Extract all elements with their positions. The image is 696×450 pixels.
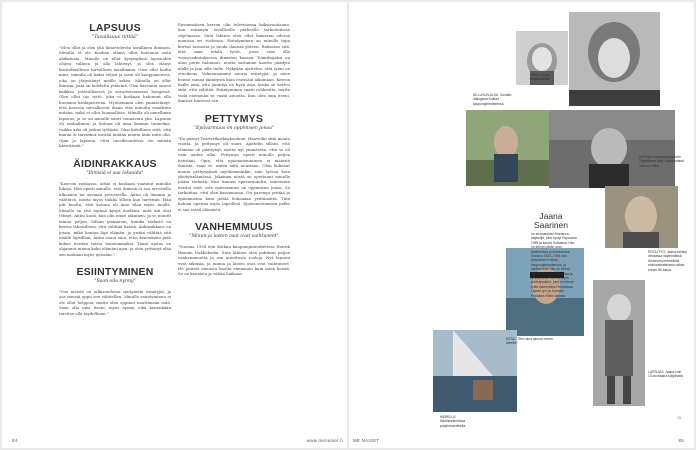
feature-name	[521, 212, 581, 230]
photo-merella-sailing	[433, 330, 517, 412]
folio-url: www.menaiset.fi	[306, 438, 343, 443]
feature-bio: on suomalainen freelance-näyttelijä, joka syntyi Espoossa 1955 ja kasvoi Kotkassa. Hän on tehnyt pitkän uran teattereissa ja televisiossa. Vuosina 1983–1994 hän työskenteli Kotkan kaupunginteatterissa, ja myöhemmin hän on tehnyt lukuisia rooleja elokuvissa ja tv-sarjoissa. Hän on myös yhdistysaktiivi, joka on tehnyt työtä esimerkiksi Pelastakaa Lapset ry:n ja Suomen Punaisen Ristin kanssa.	[531, 232, 577, 298]
section-subtitle-vanhemmuus: "Minun ja lasten osat ovat vaihtuneet"	[189, 234, 279, 240]
section-subtitle-lapsuus: "Tavallisuus riittää"	[92, 35, 138, 40]
photo-80s-stage	[466, 110, 550, 186]
left-column-1	[59, 22, 171, 316]
feature-name-last: Saarinen	[533, 220, 569, 230]
caption-roolit: ROOLITYÖ. Jaana esiintyi vieraassa näytelmässä Sevensin perheelliset elokuvateatterissa vähän ennen 80-lukua.	[648, 250, 687, 272]
caption-kotkan: KOTKAN kaupunginteatterin Täydellinen häät -näytelmässä vuonna 1994.	[639, 155, 684, 168]
section-heading-esiintyminen: ESIINTYMINEN	[76, 265, 154, 278]
caption-80s: 80-LUVUN ALKU. Kuvattu dialogissa Kotkan kaupunginteatterissa.	[473, 93, 512, 106]
caption-merella: MERELLÄ. Nautiskelemassa purjehdusretkellä.	[440, 415, 467, 428]
section-body-lapsuus: "Olen ollut ja olen yhä ihmettelevän tavallinen ihminen. Minulla ei ole Kouhan elämä ollut kutsunut mitä ahdistusta. Minulle on ollut kysymyksiä lapsuuden olojen välinen ja alla lähtenyt, ja olen elänyt kuvitelmallisen turvallisen maailmaan. Olen ollut kodin mies, minulla oli kaksi veljeä ja isäni oli kauppaneuvos, joka on järjestänyt meille arkea. Minulla on ollut ihmisiä, joita on kohdeltu ystävinä. Olen kasvanut ennen kaikkea ystävällisessä ja suvaitsevaisessa hengessä. Olen ollut ujo tyttö, joka ei koskaan halunnut olla huomion keskipisteenä. Myöhemmin olen ymmärtänyt, että kasvoin turvallisesti ilman että minulta vaadittiin mitään, mikä ei ollut luonnollista. Minulla oli onnellinen lapsuus, ja se on minulle suuri voimavara yhä. Lapsuus oli rauhallinen, ja kotona oli aina lämmin tunnelma, vaikka arki oli joskus työlästä. Olen kiitollinen siitä, että minun ei tarvinnut esittää mitään muuta kuin mitä olin. Opin jo lapsena, ettei tavallisuudessa ole mitään hävettävää."	[59, 45, 171, 149]
photo-kotkan-theatre	[549, 110, 675, 188]
section-body-esiintyminen: "Osa meistä on julkisuudessa syntyneitä esiintyjiä, ja osa meistä oppii sen vähitellen. Minulle esiintyminen ei ole ollut helppoa, mutta olen oppinut nauttimaan siitä. Saan olla oma itseni, myös nynny, eikä kenenkään tarvitse olla täydellinen."	[59, 288, 171, 316]
left-column-2	[178, 22, 290, 277]
folio-number-left: 84	[12, 438, 18, 443]
photo-90s-portrait	[569, 12, 660, 106]
section-heading-lapsuus: LAPSUUS	[89, 22, 141, 34]
section-heading-pettymys: PETTYMYS	[204, 112, 264, 125]
section-body-vanhemmuus: "Vuonna 1994 tein Kotkan kaupunginteatterissa Henrik Ibsenin Nukkekodin. Siitä lähtien olen pohtinut paljon vanhemmuutta ja sen muuttuvia rooleja. Nyt lapseni ovat aikuisia, ja minun ja lasten osat ovat vaihtuneet. He pitävät minusta huolta enemmän kuin minä heistä. Se on kaunista ja vähän haikeaa.	[178, 244, 290, 277]
caption-lapsuus: LAPSUUS. Jaana noin 10-vuotiaana kotipihalla.	[648, 370, 684, 379]
feature-name-first: Jaana	[539, 211, 563, 221]
section-subtitle-esiintyminen: "Saan olla nynny"	[94, 278, 136, 284]
folio-label: ME NAISET	[353, 438, 380, 443]
section-heading-vanhemmuus: VANHEMMUUS	[195, 221, 273, 234]
photo-rooli-portrait	[605, 186, 678, 248]
left-page	[2, 2, 347, 448]
mini-page-marker: 19	[677, 416, 681, 420]
section-subtitle-aidinrakkaus: "Ihmisiä ei saa loksoida"	[86, 170, 144, 176]
section-body-aidinrakkaus: "Kasvoin rauhassa, äitini ei koskaan vaatinut minulta liikoja. Hän opetti minulle, että ihmisiä ei saa arvostella ulkonäön tai aseman perusteella. Äitini oli lämmin ja välittävä, mutta myös tiukka silloin kun tarvittiin. Hän piti huolta, että kotona oli aina tilaa myös muille. Minulla on yhä tapana kysyä itseltäni, mitä äiti olisi tehnyt. Äitini kuoli, kun olin nuori aikuinen, ja se muutti minua paljon. Silloin ymmärsin, kuinka tärkeää on kertoa läheisilleen, että välittää heistä. Äidinrakkaus on jotain, mikä kantaa läpi elämän, ja yritän välittää sitä omille lapsilleni. Äitini sanoi aina, ettei kenenkään pidä kokea itseään toista huonommaksi. Tämä ajatus on ohjannut minua koko elämäni ajan, ja olen yrittänyt elää sen mukaan myös työssäni."	[59, 180, 171, 257]
section-body-intro: Ensimmäisen kerran olin televisiossa kaksivuotiaana, kun esiinnyin tavalliselle perheelle tarkoitetussa ohjelmassa. Siitä lähtien olen ollut kameran edessä monissa eri rooleissa. Esiintyminen on minulle tapa kertoa tarinoita ja tuoda ihmisiä yhteen. Rakastan sitä, että saan tehdä työtä, jossa voin olla vuorovaikutuksessa ihmisten kanssa. Toimittajaksi en alun perin halunnut, mutta sattuman kautta päädyin alalle ja jäin sille tielle. Nykyään ajattelen, että työni on etuoikeus. Valmennamme nuoria esiintyjiä, ja näen heissä samaa jännitystä kuin itsessäni aikoinaan. Kerron heille aina, että jännitys on hyvä asia, koska se kertoo siitä, että välittää. Esiintyminen vaatii rohkeutta, mutta vielä enemmän se vaatii aitoutta. Kun olen oma itseni, ihmiset tuntevat sen.	[178, 22, 290, 104]
folio-number-right: 85	[678, 438, 684, 443]
caption-90s: 1990-LUVUN keskivaiheilla.	[530, 73, 551, 82]
section-body-pettymys: "En pääsyt Teatterikorkeakouluun. Haaveilin siitä monta vuotta, ja pettymys oli suuri. Ajattelin silloin, että elämäni oli päättynyt, mutta nyt ymmärrän, että se oli vain uuden alku. Pettymys opetti minulle paljon itsestäni. Opin, että epäonnistuminen ei määritä ihmistä, vaan se, miten siitä noustaan. Olen kokenut monia pettymyksiä myöhemminkin, niin työssä kuin yksityiselämässä. Jokainen niistä on opettanut minulle jotain tärkeää. Kun tunnen epävarmuutta, muistutan itseäni siitä, että epävarmuus on oppimisen jonoa. Se tarkoittaa, että olen kasvamassa. On parempi yrittää ja epäonnistua kuin jättää kokonaan yrittämättä. Tätä haluan opettaa myös lapsilleni. Epäonnistumisen pelko ei saa estää elämästä.	[178, 135, 290, 212]
caption-kesa: KESÄ. "Olen aina asunut meren äärellä."	[506, 337, 553, 346]
section-subtitle-pettymys: "Epävarmuus on oppimisen jonoa"	[193, 125, 275, 131]
section-heading-aidinrakkaus: ÄIDINRAKKAUS	[73, 157, 157, 170]
photo-lapsuus-child	[593, 280, 645, 406]
